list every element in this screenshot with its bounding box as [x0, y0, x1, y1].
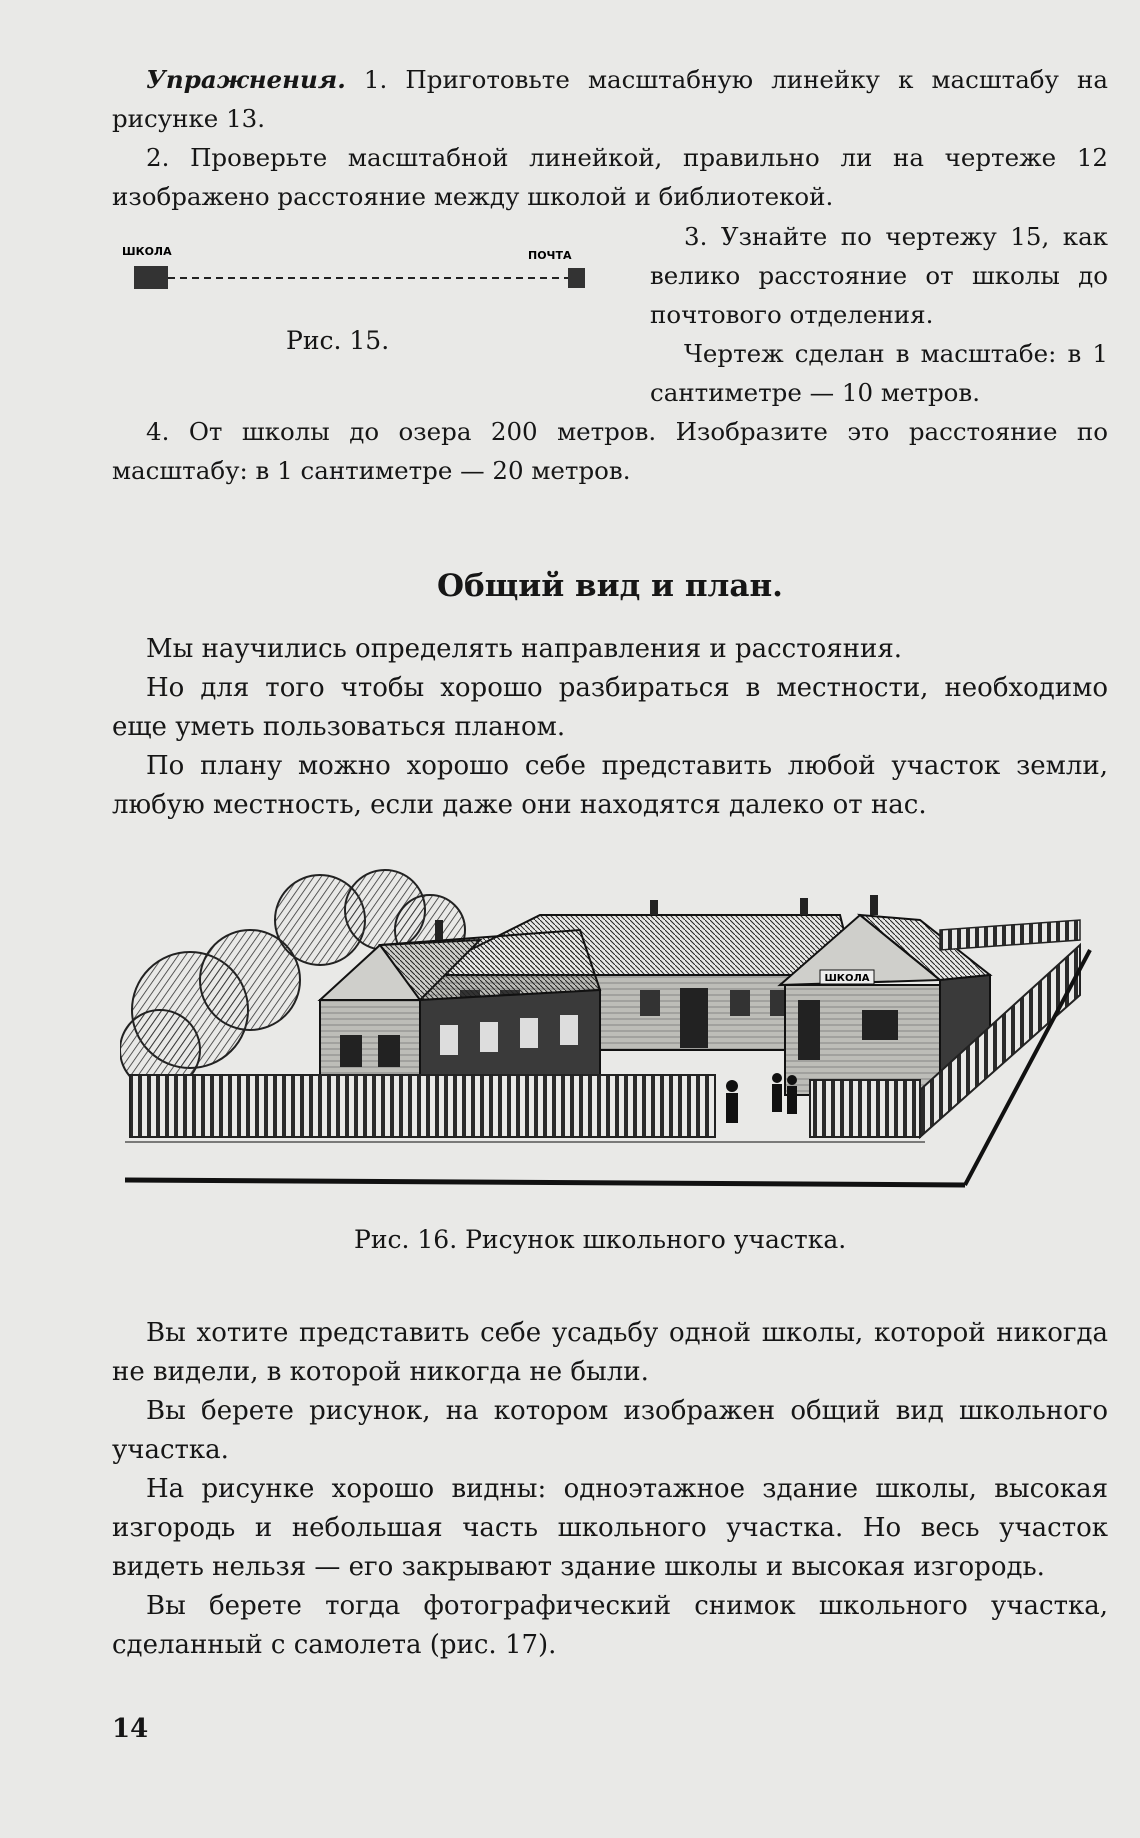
exercise-4: 4. От школы до озера 200 метров. Изобразите это расстояние по масштабу: в 1 сантиметре — 20 метров. [112, 417, 1108, 485]
paragraph-3: По плану можно хорошо себе представить любой участок земли, любую местность, если даже они находятся далеко от нас. [112, 751, 1108, 820]
paragraph-4: Вы хотите представить себе усадьбу одной школы, которой никогда не видели, в которой никогда не были. [112, 1318, 1108, 1387]
exercise-2: 2. Проверьте масштабной линейкой, правильно ли на чертеже 12 изображено расстояние между школой и библиотекой. [112, 143, 1108, 211]
fig15-post-label: ПОЧТА [528, 249, 572, 262]
school-sign-text: ШКОЛА [824, 973, 870, 984]
figure-15-caption: Рис. 15. [286, 326, 390, 355]
figure-16-caption: Рис. 16. Рисунок школьного участка. [354, 1225, 847, 1254]
section-intro [112, 630, 1108, 825]
page-number: 14 [112, 1714, 149, 1744]
fig15-post-marker [568, 268, 585, 288]
paragraph-6: На рисунке хорошо видны: одноэтажное здание школы, высокая изгородь и небольшая часть школьного участка. Но весь участок видеть нельзя — его закрывают здание школы и высокая изгородь. [112, 1474, 1108, 1582]
fig15-school-label: ШКОЛА [122, 245, 172, 258]
ground-line [125, 1180, 965, 1185]
paragraph-5: Вы берете рисунок, на котором изображен общий вид школьного участка. [112, 1396, 1108, 1465]
exercise-3-question: 3. Узнайте по чертежу 15, как велико расстояние от школы до почтового отделения. [650, 222, 1108, 329]
paragraph-7: Вы берете тогда фотографический снимок школьного участка, сделанный с самолета (рис. 17). [112, 1591, 1108, 1660]
exercise-4-block [112, 412, 1108, 490]
exercise-3-scale: Чертеж сделан в масштабе: в 1 сантиметре — 10 метров. [650, 339, 1108, 407]
fig15-school-marker [134, 266, 168, 289]
left-building [320, 920, 600, 1100]
body-text [112, 1314, 1108, 1665]
exercises-block [112, 60, 1108, 216]
exercises-title: Упражнения. [146, 65, 346, 94]
section-heading: Общий вид и план. [437, 568, 783, 604]
exercise-1: Упражнения. 1. Приготовьте масштабную линейку к масштабу на рисунке 13. [112, 65, 1108, 133]
exercise-3-block [650, 217, 1108, 412]
paragraph-1: Мы научились определять направления и расстояния. [146, 634, 902, 664]
paragraph-2: Но для того чтобы хорошо разбираться в местности, необходимо еще уметь пользоваться планом. [112, 673, 1108, 742]
figure-16-illustration [120, 860, 1095, 1200]
